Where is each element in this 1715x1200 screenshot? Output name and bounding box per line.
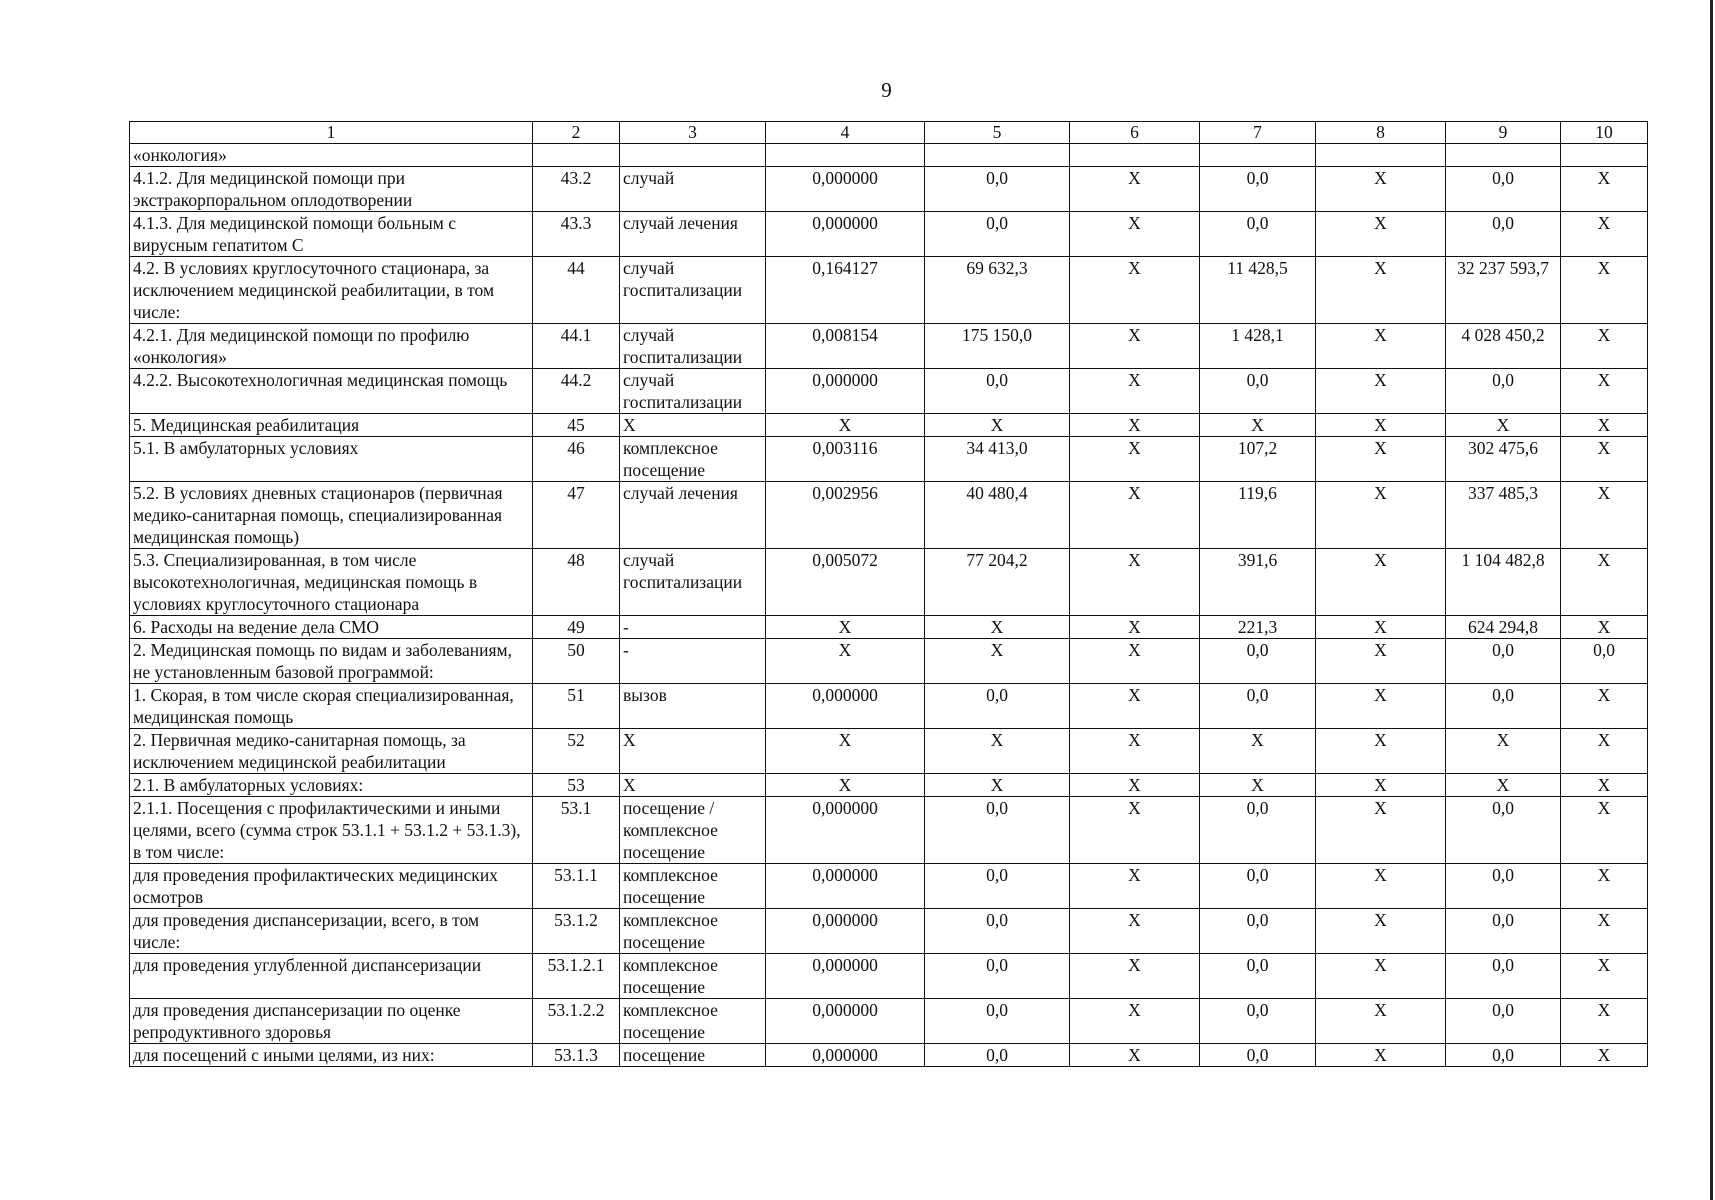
table-cell: - <box>620 616 766 639</box>
table-cell: 0,0 <box>925 864 1070 909</box>
table-cell: 53.1 <box>533 797 620 864</box>
header-cell: 2 <box>533 122 620 144</box>
table-cell: X <box>1070 909 1200 954</box>
table-cell: X <box>925 774 1070 797</box>
table-cell: 4 028 450,2 <box>1446 324 1561 369</box>
table-cell: X <box>1561 999 1648 1044</box>
table-cell: X <box>1316 1044 1446 1067</box>
table-cell: X <box>1200 774 1316 797</box>
table-cell: 2.1. В амбулаторных условиях: <box>130 774 533 797</box>
table-cell: 43.3 <box>533 212 620 257</box>
table-cell: X <box>1070 797 1200 864</box>
table-cell: X <box>766 616 925 639</box>
table-row <box>130 1044 1648 1067</box>
table-cell: посещение / комплексное посещение <box>620 797 766 864</box>
table-cell: 0,000000 <box>766 797 925 864</box>
table-cell: X <box>1070 729 1200 774</box>
header-cell: 6 <box>1070 122 1200 144</box>
table-cell: для проведения профилактических медицинских осмотров <box>130 864 533 909</box>
table-cell: X <box>1561 414 1648 437</box>
table-cell: X <box>1561 684 1648 729</box>
table-cell: 44.2 <box>533 369 620 414</box>
table-cell: X <box>1446 774 1561 797</box>
table-cell: 69 632,3 <box>925 257 1070 324</box>
table-cell: X <box>1070 1044 1200 1067</box>
table-cell: 337 485,3 <box>1446 482 1561 549</box>
table-cell: 52 <box>533 729 620 774</box>
table-cell: X <box>1316 684 1446 729</box>
table-cell: X <box>1070 257 1200 324</box>
table-cell: X <box>925 616 1070 639</box>
table-row <box>130 909 1648 954</box>
table-cell: 11 428,5 <box>1200 257 1316 324</box>
table-cell: комплексное посещение <box>620 864 766 909</box>
table-cell: X <box>766 729 925 774</box>
header-row <box>130 122 1648 144</box>
table-cell <box>925 144 1070 167</box>
table-cell: X <box>925 729 1070 774</box>
table-cell: X <box>1316 774 1446 797</box>
table-cell <box>1200 144 1316 167</box>
table-row <box>130 797 1648 864</box>
table-cell: 107,2 <box>1200 437 1316 482</box>
table-cell: вызов <box>620 684 766 729</box>
table-cell: X <box>1070 954 1200 999</box>
table-cell: «онкология» <box>130 144 533 167</box>
table-cell: X <box>1561 549 1648 616</box>
table-cell: случай госпитализации <box>620 549 766 616</box>
table-cell: - <box>620 639 766 684</box>
table-cell: X <box>1070 437 1200 482</box>
table-cell: случай лечения <box>620 482 766 549</box>
table-row <box>130 324 1648 369</box>
table-cell: 0,0 <box>1446 167 1561 212</box>
page-number: 9 <box>881 78 892 102</box>
table-row <box>130 684 1648 729</box>
table-cell: 1 428,1 <box>1200 324 1316 369</box>
table-cell: X <box>1316 437 1446 482</box>
table-cell: 0,0 <box>1200 167 1316 212</box>
table-cell: X <box>1070 414 1200 437</box>
table-cell: X <box>1561 954 1648 999</box>
table-cell: 40 480,4 <box>925 482 1070 549</box>
table-cell: 53.1.3 <box>533 1044 620 1067</box>
table-cell: X <box>1200 729 1316 774</box>
table-cell: 175 150,0 <box>925 324 1070 369</box>
table-cell: 0,0 <box>1446 369 1561 414</box>
table-cell: 53.1.2.1 <box>533 954 620 999</box>
table-cell <box>533 144 620 167</box>
table-cell: 0,0 <box>925 212 1070 257</box>
table-cell <box>1070 144 1200 167</box>
table-cell: 47 <box>533 482 620 549</box>
table-cell: X <box>925 639 1070 684</box>
table-row <box>130 212 1648 257</box>
table-cell: X <box>1561 324 1648 369</box>
table-cell: 0,000000 <box>766 999 925 1044</box>
table-cell: X <box>1316 482 1446 549</box>
table-cell: 2. Медицинская помощь по видам и заболеваниям, не установленным базовой программой: <box>130 639 533 684</box>
table-cell: 2. Первичная медико-санитарная помощь, за исключением медицинской реабилитации <box>130 729 533 774</box>
table-cell: 53 <box>533 774 620 797</box>
table-cell: 0,0 <box>925 369 1070 414</box>
table-cell: 5.1. В амбулаторных условиях <box>130 437 533 482</box>
table-cell: 0,000000 <box>766 167 925 212</box>
table-cell: X <box>925 414 1070 437</box>
table-cell: 0,0 <box>925 684 1070 729</box>
table-cell: X <box>1561 864 1648 909</box>
table-cell: 0,002956 <box>766 482 925 549</box>
header-cell: 3 <box>620 122 766 144</box>
header-cell: 9 <box>1446 122 1561 144</box>
table-cell: X <box>1561 212 1648 257</box>
table-cell: 4.1.3. Для медицинской помощи больным с вирусным гепатитом С <box>130 212 533 257</box>
table-cell: X <box>1316 414 1446 437</box>
table-row <box>130 437 1648 482</box>
table-cell: 0,000000 <box>766 1044 925 1067</box>
header-cell: 8 <box>1316 122 1446 144</box>
table-cell: 5.3. Специализированная, в том числе высокотехнологичная, медицинская помощь в условиях круглосуточного стационара <box>130 549 533 616</box>
table-cell: X <box>1316 212 1446 257</box>
table-cell: 4.2.2. Высокотехнологичная медицинская помощь <box>130 369 533 414</box>
table-cell: 0,0 <box>1200 1044 1316 1067</box>
table-row <box>130 954 1648 999</box>
table-cell: X <box>1316 999 1446 1044</box>
table-cell: 5. Медицинская реабилитация <box>130 414 533 437</box>
table-row <box>130 774 1648 797</box>
table-cell: X <box>766 639 925 684</box>
table-cell: X <box>1316 954 1446 999</box>
table-cell: 53.1.2.2 <box>533 999 620 1044</box>
table-row <box>130 369 1648 414</box>
table-row <box>130 167 1648 212</box>
table-cell: 4.2.1. Для медицинской помощи по профилю «онкология» <box>130 324 533 369</box>
table-row <box>130 144 1648 167</box>
table-cell: X <box>620 774 766 797</box>
table-cell: 0,0 <box>1200 684 1316 729</box>
table-cell: X <box>1316 729 1446 774</box>
table-cell: случай госпитализации <box>620 369 766 414</box>
table-cell: 0,0 <box>925 1044 1070 1067</box>
table-cell: 0,0 <box>1200 369 1316 414</box>
table-cell: 77 204,2 <box>925 549 1070 616</box>
table-cell: X <box>1316 797 1446 864</box>
table-cell: X <box>1561 616 1648 639</box>
table-cell: 0,000000 <box>766 684 925 729</box>
table-cell: 4.2. В условиях круглосуточного стационара, за исключением медицинской реабилитации, в том числе: <box>130 257 533 324</box>
table-cell <box>1561 144 1648 167</box>
table-cell: 53.1.2 <box>533 909 620 954</box>
table-cell: X <box>1316 616 1446 639</box>
table-cell: X <box>1316 167 1446 212</box>
table-cell: 0,0 <box>1200 864 1316 909</box>
table-cell: X <box>1070 482 1200 549</box>
table-cell: X <box>1070 369 1200 414</box>
table-cell: 0,0 <box>925 167 1070 212</box>
table-cell: X <box>1561 1044 1648 1067</box>
table-row <box>130 549 1648 616</box>
table-cell: X <box>1070 864 1200 909</box>
table-cell: 1 104 482,8 <box>1446 549 1561 616</box>
table-cell: случай <box>620 167 766 212</box>
table-cell: X <box>1561 437 1648 482</box>
table-cell <box>620 144 766 167</box>
table-cell <box>1316 144 1446 167</box>
header-cell: 5 <box>925 122 1070 144</box>
table-cell: случай госпитализации <box>620 257 766 324</box>
table-cell: X <box>1070 549 1200 616</box>
table-cell: X <box>1561 257 1648 324</box>
table-cell: 34 413,0 <box>925 437 1070 482</box>
table-cell: 50 <box>533 639 620 684</box>
table-cell: 0,0 <box>1446 1044 1561 1067</box>
table-cell: 4.1.2. Для медицинской помощи при экстракорпоральном оплодотворении <box>130 167 533 212</box>
table-cell: 2.1.1. Посещения с профилактическими и иными целями, всего (сумма строк 53.1.1 + 53.1.2 + 53.1.3), в том числе: <box>130 797 533 864</box>
table-row <box>130 999 1648 1044</box>
table-cell: 5.2. В условиях дневных стационаров (первичная медико-санитарная помощь, специализированная медицинская помощь) <box>130 482 533 549</box>
table-cell: X <box>1316 369 1446 414</box>
table-row <box>130 639 1648 684</box>
table-cell: комплексное посещение <box>620 437 766 482</box>
table-cell: 6. Расходы на ведение дела СМО <box>130 616 533 639</box>
table-cell: X <box>1316 909 1446 954</box>
table-row <box>130 864 1648 909</box>
table-cell: X <box>1316 864 1446 909</box>
table-cell: 0,0 <box>1561 639 1648 684</box>
table-cell: X <box>1561 797 1648 864</box>
table-cell: 624 294,8 <box>1446 616 1561 639</box>
table-cell: X <box>1446 414 1561 437</box>
table-cell: 302 475,6 <box>1446 437 1561 482</box>
table-cell: 49 <box>533 616 620 639</box>
table-cell: X <box>1446 729 1561 774</box>
table-cell: X <box>1316 549 1446 616</box>
table-cell: X <box>1316 639 1446 684</box>
table-cell: 53.1.1 <box>533 864 620 909</box>
table-row <box>130 257 1648 324</box>
table-row <box>130 616 1648 639</box>
table-cell: X <box>1070 684 1200 729</box>
table-cell: 0,000000 <box>766 909 925 954</box>
table-cell: 0,0 <box>1200 954 1316 999</box>
table-cell: комплексное посещение <box>620 909 766 954</box>
table-cell: 0,164127 <box>766 257 925 324</box>
table-cell: X <box>1070 167 1200 212</box>
table-cell: для проведения углубленной диспансеризации <box>130 954 533 999</box>
table-cell: X <box>620 729 766 774</box>
table-cell: 0,0 <box>1446 864 1561 909</box>
table-cell: 0,0 <box>1446 797 1561 864</box>
table-cell: X <box>1070 639 1200 684</box>
table-cell: 0,0 <box>1200 999 1316 1044</box>
data-table <box>129 121 1648 1067</box>
table-cell <box>1446 144 1561 167</box>
scan-edge <box>1710 0 1713 1200</box>
table-cell: 0,0 <box>1200 212 1316 257</box>
table-cell: X <box>620 414 766 437</box>
table-cell: X <box>766 774 925 797</box>
table-row <box>130 414 1648 437</box>
header-cell: 7 <box>1200 122 1316 144</box>
table-cell: 51 <box>533 684 620 729</box>
table-cell: X <box>1070 999 1200 1044</box>
table-cell: 46 <box>533 437 620 482</box>
header-cell: 4 <box>766 122 925 144</box>
table-cell: комплексное посещение <box>620 999 766 1044</box>
table-cell: X <box>1070 616 1200 639</box>
table-cell: 0,0 <box>1446 212 1561 257</box>
table-cell: X <box>1070 212 1200 257</box>
table-cell: 1. Скорая, в том числе скорая специализированная, медицинская помощь <box>130 684 533 729</box>
table-cell: 0,005072 <box>766 549 925 616</box>
table-body <box>130 144 1648 1067</box>
table-row <box>130 729 1648 774</box>
table-cell: 48 <box>533 549 620 616</box>
table-cell: 0,0 <box>1446 684 1561 729</box>
table-cell: 0,0 <box>925 909 1070 954</box>
table-cell: 0,0 <box>925 999 1070 1044</box>
table-cell: 0,0 <box>1200 797 1316 864</box>
table-cell: X <box>1561 774 1648 797</box>
table-cell: 0,000000 <box>766 954 925 999</box>
table-cell: 0,008154 <box>766 324 925 369</box>
table-cell: X <box>1070 324 1200 369</box>
table-cell: посещение <box>620 1044 766 1067</box>
table-cell: 221,3 <box>1200 616 1316 639</box>
table-cell: X <box>1561 909 1648 954</box>
table-cell: 0,003116 <box>766 437 925 482</box>
table-cell: X <box>1070 774 1200 797</box>
table-cell: для проведения диспансеризации по оценке репродуктивного здоровья <box>130 999 533 1044</box>
table-cell: X <box>1200 414 1316 437</box>
table-cell: 0,0 <box>925 797 1070 864</box>
table-cell: 43.2 <box>533 167 620 212</box>
table-cell: для посещений с иными целями, из них: <box>130 1044 533 1067</box>
header-cell: 1 <box>130 122 533 144</box>
table-cell: комплексное посещение <box>620 954 766 999</box>
table-cell: 44.1 <box>533 324 620 369</box>
table-cell: X <box>1316 324 1446 369</box>
table-cell: 391,6 <box>1200 549 1316 616</box>
table-cell: X <box>1561 729 1648 774</box>
table-cell: 0,0 <box>925 954 1070 999</box>
table-cell <box>766 144 925 167</box>
table-cell: случай госпитализации <box>620 324 766 369</box>
table-cell: 44 <box>533 257 620 324</box>
table-cell: 119,6 <box>1200 482 1316 549</box>
table-cell: 0,0 <box>1446 954 1561 999</box>
table-cell: 0,000000 <box>766 864 925 909</box>
table-cell: X <box>1561 369 1648 414</box>
header-cell: 10 <box>1561 122 1648 144</box>
table-cell: 0,0 <box>1446 639 1561 684</box>
table-cell: 0,000000 <box>766 369 925 414</box>
table-row <box>130 482 1648 549</box>
table-cell: 0,0 <box>1446 909 1561 954</box>
table-cell: 0,0 <box>1200 909 1316 954</box>
table-cell: 0,0 <box>1200 639 1316 684</box>
table-cell: X <box>1316 257 1446 324</box>
table-cell: для проведения диспансеризации, всего, в том числе: <box>130 909 533 954</box>
table-cell: X <box>1561 167 1648 212</box>
table-cell: 0,000000 <box>766 212 925 257</box>
table-cell: 32 237 593,7 <box>1446 257 1561 324</box>
table-cell: X <box>766 414 925 437</box>
table-cell: X <box>1561 482 1648 549</box>
table-cell: случай лечения <box>620 212 766 257</box>
table-cell: 0,0 <box>1446 999 1561 1044</box>
table-cell: 45 <box>533 414 620 437</box>
